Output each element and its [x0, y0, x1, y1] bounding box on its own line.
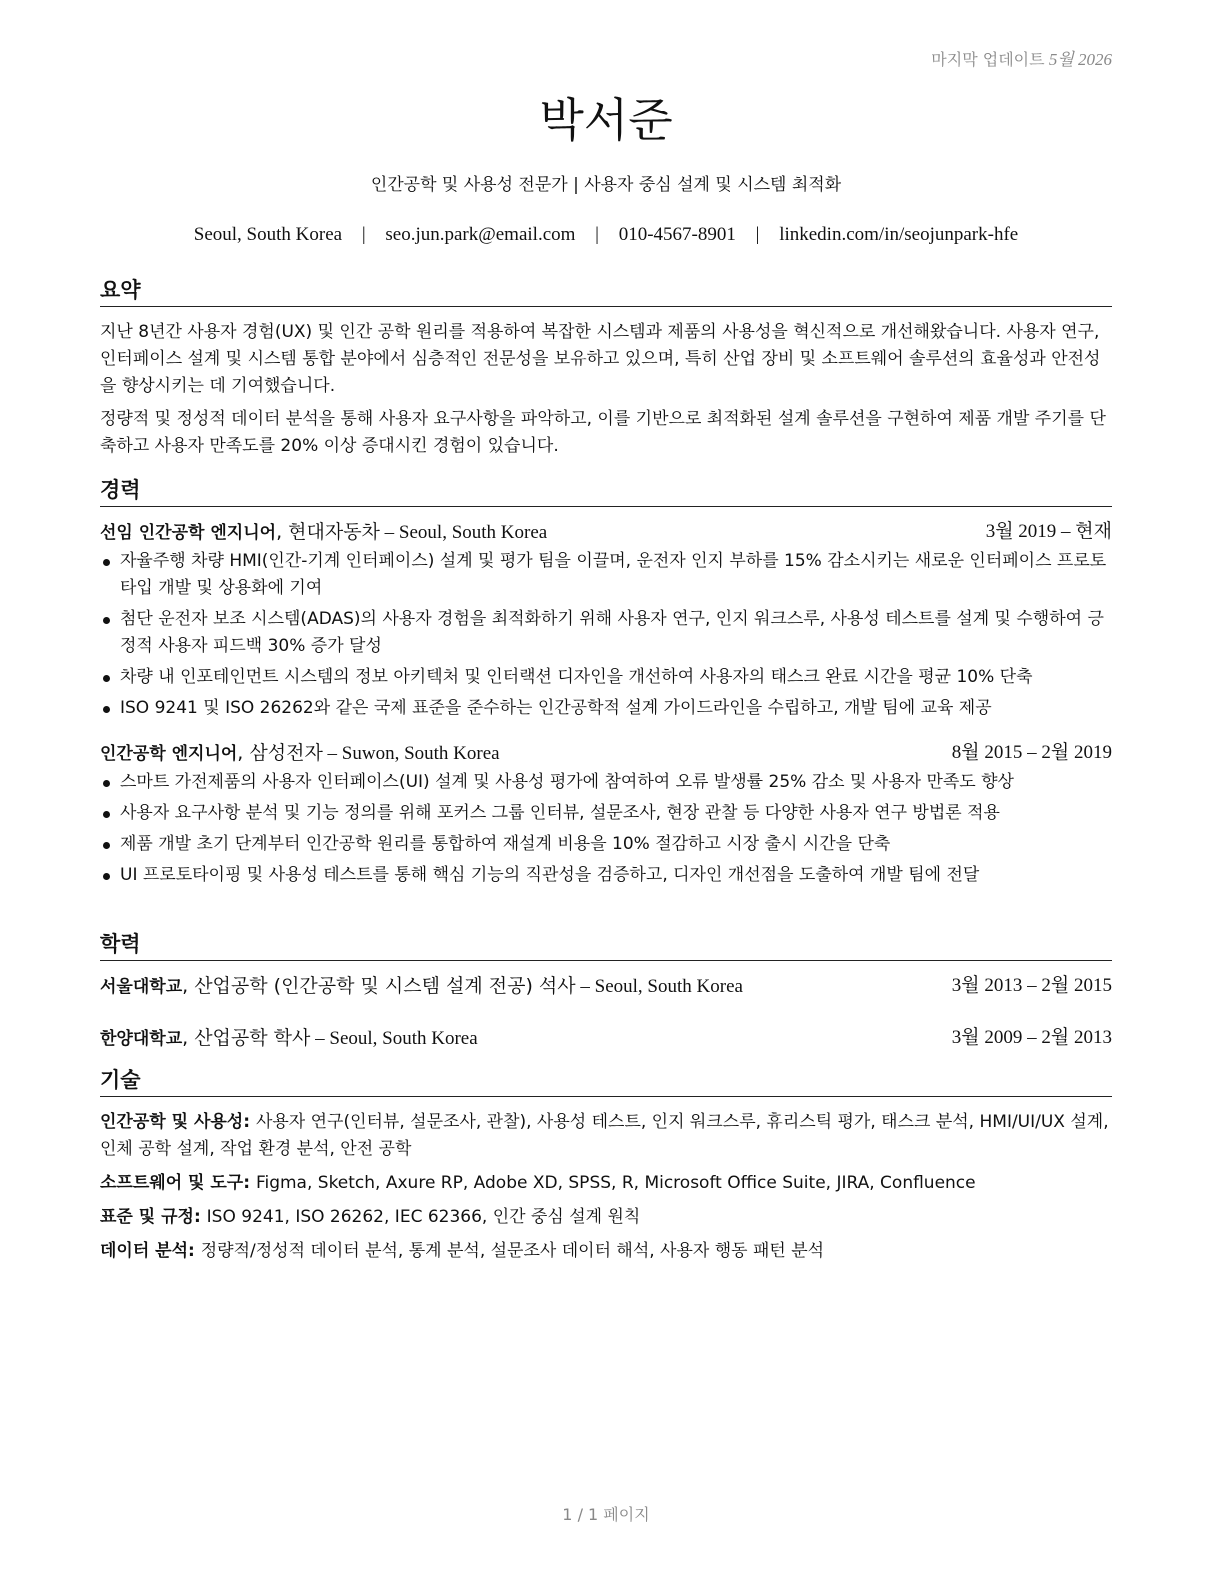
job-bullets	[100, 769, 1112, 889]
list-item: 차량 내 인포테인먼트 시스템의 정보 아키텍처 및 인터랙션 디자인을 개선하여 사용자의 태스크 완료 시간을 평균 10% 단축	[100, 664, 1112, 691]
school-location: – Seoul, South Korea	[575, 976, 743, 997]
list-item: 제품 개발 초기 단계부터 인간공학 원리를 통합하여 재설계 비용을 10% 절감하고 시장 출시 시간을 단축	[100, 831, 1112, 858]
list-item: 스마트 가전제품의 사용자 인터페이스(UI) 설계 및 사용성 평가에 참여하여 오류 발생률 25% 감소 및 사용자 만족도 향상	[100, 769, 1112, 796]
skill-category: 소프트웨어 및 도구	[100, 1173, 244, 1193]
skill-row: 인간공학 및 사용성: 사용자 연구(인터뷰, 설문조사, 관찰), 사용성 테스트, 인지 워크스루, 휴리스틱 평가, 태스크 분석, HMI/UI/UX 설계, 인체 공학 설계, 작업 환경 분석, 안전 공학	[100, 1112, 1109, 1159]
job-company: , 현대자동차	[276, 521, 380, 543]
contact-separator: |	[595, 224, 599, 245]
job-bullets	[100, 548, 1112, 722]
school-name: 서울대학교	[100, 977, 183, 997]
skill-row: 소프트웨어 및 도구: Figma, Sketch, Axure RP, Adobe XD, SPSS, R, Microsoft Office Suite, JIRA, Confluence	[100, 1173, 976, 1193]
education-section	[100, 928, 1112, 1077]
candidate-name: 박서준	[539, 93, 673, 147]
job-entry	[100, 740, 1112, 889]
list-item: 첨단 운전자 보조 시스템(ADAS)의 사용자 경험을 최적화하기 위해 사용자 연구, 인지 워크스루, 사용성 테스트를 설계 및 수행하여 긍정적 사용자 피드백 30% 증가 달성	[100, 606, 1112, 660]
skill-category: 인간공학 및 사용성	[100, 1112, 244, 1132]
contact-linkedin[interactable]: linkedin.com/in/seojunpark-hfe	[779, 224, 1019, 245]
skill-category: 데이터 분석	[100, 1241, 189, 1261]
education-dates: 3월 2009 – 2월 2013	[951, 1027, 1112, 1048]
job-location: – Suwon, South Korea	[322, 743, 500, 764]
job-role: 인간공학 엔지니어	[100, 744, 238, 764]
job-location: – Seoul, South Korea	[379, 522, 548, 543]
page-number: 1 / 1 페이지	[562, 1505, 650, 1524]
experience-section	[100, 474, 1112, 893]
school-name: 한양대학교	[100, 1029, 183, 1049]
section-title: 경력	[100, 474, 1112, 507]
skill-value: 사용자 연구(인터뷰, 설문조사, 관찰), 사용성 테스트, 인지 워크스루, 휴리스틱 평가, 태스크 분석, HMI/UI/UX 설계, 인체 공학 설계, 작업 환경 분석, 안전 공학	[100, 1112, 1109, 1159]
list-item: UI 프로토타이핑 및 사용성 테스트를 통해 핵심 기능의 직관성을 검증하고, 디자인 개선점을 도출하여 개발 팀에 전달	[100, 862, 1112, 889]
last-updated-label: 마지막 업데이트	[931, 50, 1045, 69]
skill-row: 표준 및 규정: ISO 9241, ISO 26262, IEC 62366, 인간 중심 설계 원칙	[100, 1207, 641, 1227]
list-item: 자율주행 차량 HMI(인간-기계 인터페이스) 설계 및 평가 팀을 이끌며, 운전자 인지 부하를 15% 감소시키는 새로운 인터페이스 프로토타입 개발 및 상용화에 기여	[100, 548, 1112, 602]
contact-separator: |	[361, 224, 366, 245]
summary-paragraph: 정량적 및 정성적 데이터 분석을 통해 사용자 요구사항을 파악하고, 이를 기반으로 최적화된 설계 솔루션을 구현하여 제품 개발 주기를 단축하고 사용자 만족도를 20% 이상 증대시킨 경험이 있습니다.	[100, 409, 1106, 456]
headline: 인간공학 및 사용성 전문가 | 사용자 중심 설계 및 시스템 최적화	[370, 175, 842, 195]
skill-category: 표준 및 규정	[100, 1207, 194, 1227]
list-item: 사용자 요구사항 분석 및 기능 정의를 위해 포커스 그룹 인터뷰, 설문조사, 현장 관찰 등 다양한 사용자 연구 방법론 적용	[100, 800, 1112, 827]
contact-location: Seoul, South Korea	[193, 224, 343, 245]
contact-phone: 010-4567-8901	[618, 224, 736, 245]
skill-value: 정량적/정성적 데이터 분석, 통계 분석, 설문조사 데이터 해석, 사용자 행동 패턴 분석	[200, 1241, 825, 1261]
summary-paragraph: 지난 8년간 사용자 경험(UX) 및 인간 공학 원리를 적용하여 복잡한 시스템과 제품의 사용성을 혁신적으로 개선해왔습니다. 사용자 연구, 인터페이스 설계 및 시스템 통합 분야에서 심층적인 전문성을 보유하고 있으며, 특히 산업 장비 및 소프트웨어 솔루션의 효율성과 안전성을 향상시키는 데 기여했습니다.	[100, 322, 1101, 396]
job-header	[100, 519, 1112, 546]
job-role: 선임 인간공학 엔지니어	[100, 523, 277, 543]
section-title: 학력	[100, 928, 1112, 961]
job-dates: 3월 2019 – 현재	[985, 521, 1112, 542]
school-location: – Seoul, South Korea	[310, 1028, 478, 1049]
skill-value: Figma, Sketch, Axure RP, Adobe XD, SPSS, R, Microsoft Office Suite, JIRA, Confluence	[255, 1173, 976, 1193]
list-item: ISO 9241 및 ISO 26262와 같은 국제 표준을 준수하는 인간공학적 설계 가이드라인을 수립하고, 개발 팀에 교육 제공	[100, 695, 1112, 722]
job-header	[100, 740, 1112, 767]
degree: , 산업공학 (인간공학 및 시스템 설계 전공) 석사	[182, 975, 576, 997]
skill-value: ISO 9241, ISO 26262, IEC 62366, 인간 중심 설계 원칙	[206, 1207, 641, 1227]
education-entry	[100, 1025, 1112, 1053]
section-title: 요약	[100, 274, 1112, 307]
education-entry	[100, 973, 1112, 1001]
last-updated-date: 5월 2026	[1048, 50, 1112, 69]
contact-separator: |	[755, 224, 760, 245]
skills-section	[100, 1064, 1112, 1272]
job-dates: 8월 2015 – 2월 2019	[951, 742, 1112, 763]
resume-page	[100, 0, 1112, 1584]
job-entry	[100, 519, 1112, 722]
section-title: 기술	[100, 1064, 1112, 1097]
job-company: , 삼성전자	[237, 742, 323, 764]
contact-line	[100, 224, 1112, 246]
last-updated	[931, 45, 1112, 70]
summary-section	[100, 274, 1112, 466]
education-dates: 3월 2013 – 2월 2015	[951, 975, 1112, 996]
degree: , 산업공학 학사	[182, 1027, 311, 1049]
skill-row: 데이터 분석: 정량적/정성적 데이터 분석, 통계 분석, 설문조사 데이터 해석, 사용자 행동 패턴 분석	[100, 1241, 825, 1261]
contact-email[interactable]: seo.jun.park@email.com	[385, 224, 576, 245]
